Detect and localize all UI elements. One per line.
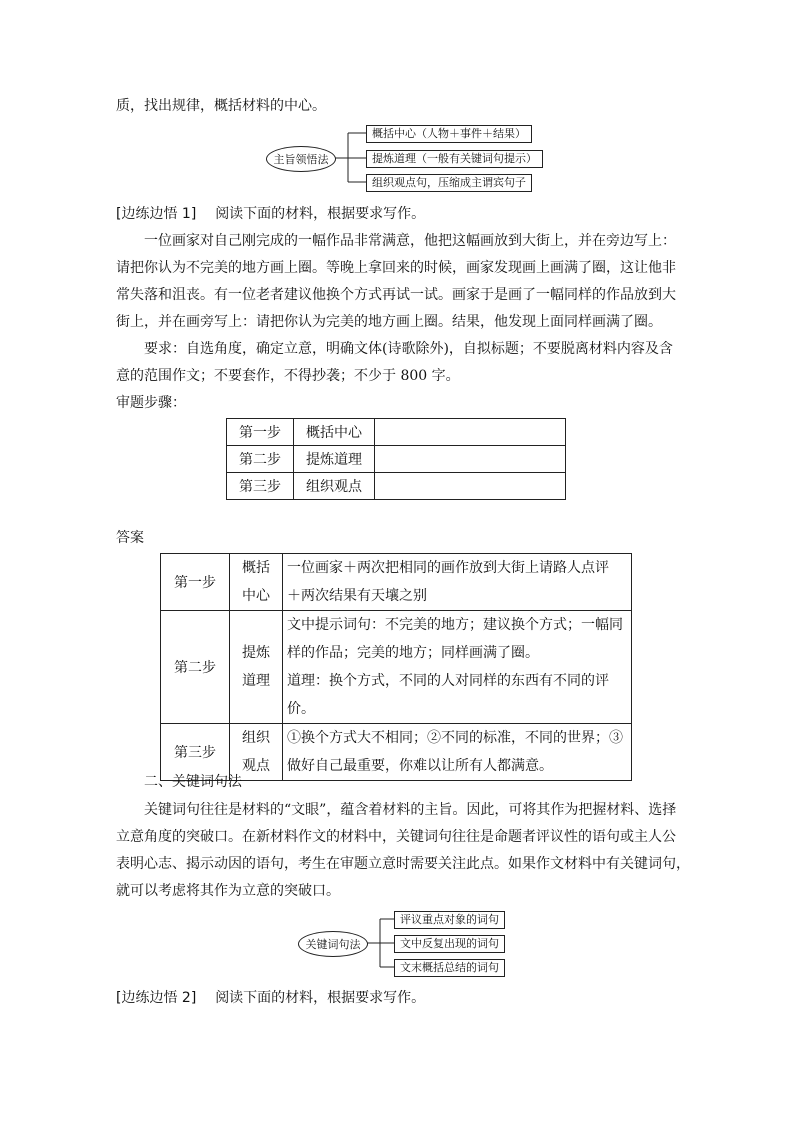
mind-map-2-branch: 评议重点对象的词句 xyxy=(394,911,505,929)
section-2-paragraph-line: 表明心志、揭示动因的语句，考生在审题立意时需要关注此点。如果作文材料中有关键词句， xyxy=(116,856,690,872)
section-2-paragraph-line: 关键词句往往是材料的“文眼”，蕴含着材料的主旨。因此，可将其作为把握材料、选择 xyxy=(144,802,677,818)
intro-line: 质，找出规律，概括材料的中心。 xyxy=(116,98,326,114)
content-line: 做好自己最重要，你难以让所有人都满意。 xyxy=(287,758,553,774)
task-cell: 概括中心 xyxy=(294,419,375,446)
section-2-title: 二、关键词句法 xyxy=(144,774,242,790)
step-cell: 第三步 xyxy=(161,724,230,781)
exercise-1-instruction: 阅读下面的材料，根据要求写作。 xyxy=(215,206,426,222)
task-line: 道理 xyxy=(242,673,270,689)
task-line: 观点 xyxy=(242,758,270,774)
content-line: 道理：换个方式，不同的人对同样的东西有不同的评价。 xyxy=(287,673,609,717)
mind-map-1-branch: 组织观点句，压缩成主谓宾句子 xyxy=(366,174,532,192)
mind-map-2-branch: 文末概括总结的词句 xyxy=(394,959,505,977)
task-line: 概括 xyxy=(242,560,270,576)
section-2-paragraph-line: 立意角度的突破口。在新材料作文的材料中，关键词句往往是命题者评议性的语句或主人公 xyxy=(116,829,676,845)
mind-map-2-center: 关键词句法 xyxy=(298,931,368,957)
step-cell: 第三步 xyxy=(227,473,294,500)
task-line: 中心 xyxy=(242,588,270,604)
material-line: 街上，并在画旁写上：请把你认为完美的地方画上圈。结果，他发现上面同样画满了圈。 xyxy=(116,314,662,330)
task-cell: 组织观点 xyxy=(294,473,375,500)
step-cell: 第二步 xyxy=(161,611,230,724)
task-line: 组织 xyxy=(242,730,270,746)
step-cell: 第二步 xyxy=(227,446,294,473)
mind-map-1-center: 主旨领悟法 xyxy=(266,146,336,172)
section-2-paragraph-line: 就可以考虑将其作为立意的突破口。 xyxy=(116,883,340,899)
content-line: 样的作品；完美的地方；同样画满了圈。 xyxy=(287,645,539,661)
exercise-2-header xyxy=(116,988,425,1008)
requirement-line: 要求：自选角度，确定立意，明确文体(诗歌除外)，自拟标题；不要脱离材料内容及含 xyxy=(144,341,673,357)
exercise-2-instruction: 阅读下面的材料，根据要求写作。 xyxy=(215,990,426,1006)
task-cell: 提炼道理 xyxy=(294,446,375,473)
answer-label: 答案 xyxy=(116,530,144,546)
content-line: ＋两次结果有天壤之别 xyxy=(287,588,427,604)
exercise-2-heading: [边练边悟 2] xyxy=(116,990,197,1006)
exercise-1-heading: [边练边悟 1] xyxy=(116,206,197,222)
mind-map-1-branch: 提炼道理（一般有关键词句提示） xyxy=(366,150,543,168)
material-line: 常失落和沮丧。有一位老者建议他换个方式再试一试。画家于是画了一幅同样的作品放到大 xyxy=(116,287,676,303)
mind-map-2-branch: 文中反复出现的词句 xyxy=(394,935,505,953)
mind-map-1-branch: 概括中心（人物＋事件＋结果） xyxy=(366,125,532,143)
step-cell: 第一步 xyxy=(227,419,294,446)
content-line: 一位画家＋两次把相同的画作放到大街上请路人点评 xyxy=(287,560,609,576)
step-cell: 第一步 xyxy=(161,554,230,611)
steps-label: 审题步骤： xyxy=(116,395,186,411)
content-line: 文中提示词句：不完美的地方；建议换个方式；一幅同 xyxy=(287,617,623,633)
task-line: 提炼 xyxy=(242,645,270,661)
material-line: 一位画家对自己刚完成的一幅作品非常满意，他把这幅画放到大街上，并在旁边写上： xyxy=(144,233,676,249)
requirement-line: 意的范围作文；不要套作，不得抄袭；不少于 800 字。 xyxy=(116,368,460,384)
content-line: ①换个方式大不相同；②不同的标准，不同的世界；③ xyxy=(287,730,623,746)
material-line: 请把你认为不完美的地方画上圈。等晚上拿回来的时候，画家发现画上画满了圈，这让他非 xyxy=(116,260,676,276)
